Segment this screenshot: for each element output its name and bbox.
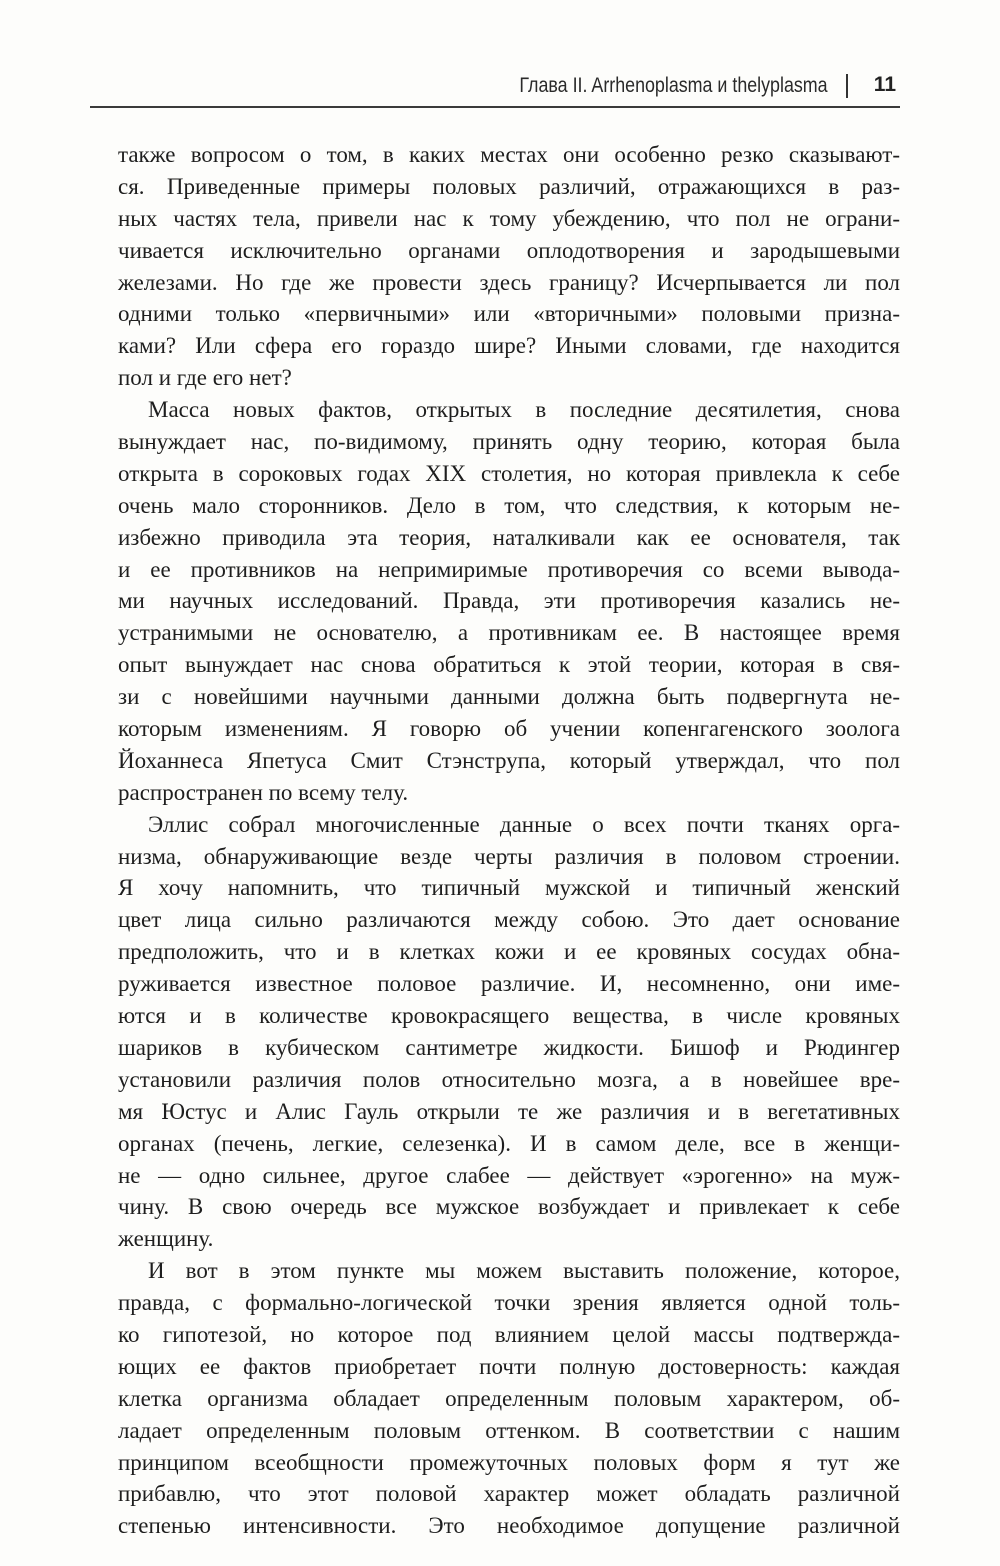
text-line: зи с новейшими научными данными должна быть подвергнута не- (118, 684, 900, 710)
page-number: 11 (873, 73, 896, 96)
text-line: ками? Или сфера его гораздо шире? Иными словами, где находится (118, 333, 900, 359)
text-line: пол и где его нет? (118, 365, 292, 391)
text-line: Я хочу напомнить, что типичный мужской и типичный женский (118, 875, 900, 901)
text-line: чивается исключительно органами оплодотворения и зародышевыми (118, 237, 900, 263)
text-line: Эллис собрал многочисленные данные о всех почти тканях орга- (148, 811, 900, 837)
text-line: чину. В свою очередь все мужское возбуждает и привлекает к себе (118, 1194, 900, 1220)
text-line: ми научных исследований. Правда, эти противоречия казались не- (118, 588, 900, 614)
text-line: не — одно сильнее, другое слабее — действует «эрогенно» на муж- (118, 1162, 900, 1188)
text-line: устранимыми не основателю, а противникам ее. В настоящее время (118, 620, 900, 646)
text-line: принципом всеобщности промежуточных половых форм я тут же (118, 1449, 900, 1475)
page-body-text (118, 139, 900, 1542)
text-line: установили различия полов относительно мозга, а в новейшее вре- (118, 1066, 900, 1092)
text-line: руживается известное половое различие. И, несомненно, они име- (118, 971, 900, 997)
text-line: шариков в кубическом сантиметре жидкости. Бишоф и Рюдингер (118, 1034, 900, 1060)
text-line: Масса новых фактов, открытых в последние десятилетия, снова (148, 397, 900, 423)
text-line: степенью интенсивности. Это необходимое допущение различной (118, 1513, 900, 1539)
text-line: также вопросом о том, в каких местах они особенно резко сказывают- (118, 142, 900, 167)
running-header (90, 72, 900, 108)
text-line: цвет лица сильно различаются между собою. Это дает основание (118, 907, 900, 933)
text-line: железами. Но где же провести здесь границу? Исчерпывается ли пол (118, 269, 900, 295)
text-line: вынуждает нас, по-видимому, принять одну теорию, которая была (118, 429, 900, 455)
text-line: клетка организма обладает определенным половым характером, об- (118, 1385, 900, 1411)
text-line: избежно приводила эта теория, наталкивали как ее основателя, так (118, 524, 900, 550)
text-line: низма, обнаруживающие везде черты различия в половом строении. (118, 843, 900, 869)
text-line: Йоханнеса Япетуса Смит Стэнструпа, который утверждал, что пол (118, 747, 900, 773)
text-line: мя Юстус и Алис Гауль открыли те же различия и в вегетативных (118, 1098, 900, 1124)
text-line: органах (печень, легкие, селезенка). И в самом деле, все в женщи- (118, 1130, 900, 1156)
text-line: предположить, что и в клетках кожи и ее кровяных сосудах обна- (118, 939, 900, 965)
text-line: ются и в количестве кровокрасящего вещества, в числе кровяных (118, 1003, 900, 1029)
text-line: ных частях тела, привели нас к тому убеждению, что пол не ограни- (118, 205, 900, 231)
text-line: и ее противников на непримиримые противоречия со всеми вывода- (118, 556, 900, 582)
text-line: открыта в сороковых годах XIX столетия, но которая привлекла к себе (118, 460, 900, 486)
paragraph (118, 139, 900, 394)
text-line: одними только «первичными» или «вторичными» половыми призна- (118, 301, 900, 327)
text-line: ко гипотезой, но которое под влиянием целой массы подтвержда- (118, 1321, 900, 1347)
text-line: прибавлю, что этот половой характер может обладать различной (118, 1481, 900, 1507)
text-line: ладает определенным половым оттенком. В соответствии с нашим (118, 1417, 900, 1443)
paragraph (118, 394, 900, 809)
chapter-title: Глава II. Arrhenoplasma и thelyplasma (519, 74, 828, 97)
text-line: ся. Приведенные примеры половых различий, отражающихся в раз- (118, 173, 900, 199)
text-line: женщину. (118, 1226, 214, 1252)
text-line: очень мало сторонников. Дело в том, что следствия, к которым не- (118, 492, 900, 518)
text-line: И вот в этом пункте мы можем выставить положение, которое, (148, 1258, 900, 1284)
text-line: ющих ее фактов приобретает почти полную достоверность: каждая (118, 1353, 900, 1379)
text-line: опыт вынуждает нас снова обратиться к этой теории, которая в свя- (118, 652, 900, 678)
text-line: распространен по всему телу. (118, 779, 409, 805)
header-separator (846, 74, 848, 98)
text-line: которым изменениям. Я говорю об учении копенгагенского зоолога (118, 716, 900, 742)
paragraph (118, 1255, 900, 1542)
paragraph (118, 809, 900, 1255)
text-line: правда, с формально-логической точки зрения является одной толь- (118, 1290, 900, 1316)
